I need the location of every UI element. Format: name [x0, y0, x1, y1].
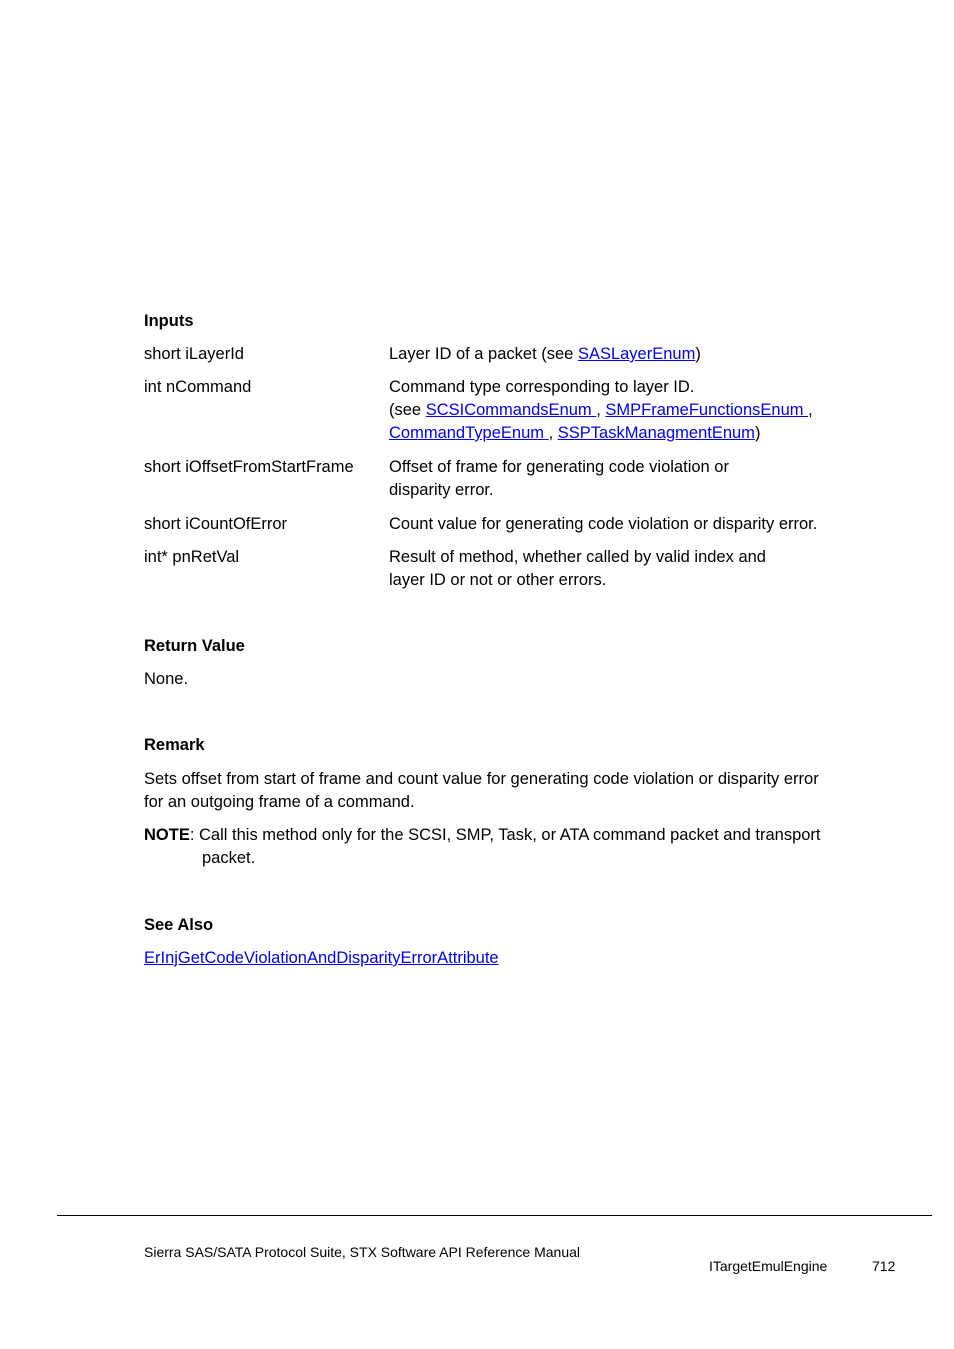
param-desc-text: Layer ID of a packet (see [389, 345, 578, 363]
scsicommandsenum-link[interactable]: SCSICommandsEnum [425, 401, 597, 419]
saslayerenum-link[interactable]: SASLayerEnum [577, 345, 696, 363]
param-desc-pnretval [389, 546, 889, 592]
param-name-ilayerid: short iLayerId [144, 345, 244, 363]
param-desc-ilayerid [389, 343, 889, 366]
param-desc-ioffsetfromstartframe [389, 456, 889, 502]
remark-text [144, 768, 904, 814]
note-line-continued: packet. [202, 849, 256, 867]
param-desc-line: Result of method, whether called by valid index and [389, 548, 766, 566]
see-also-heading: See Also [144, 916, 214, 934]
remark-line: Sets offset from start of frame and count value for generating code violation or disparity error [144, 770, 819, 788]
remark-line: for an outgoing frame of a command. [144, 793, 415, 811]
footer-divider [57, 1215, 932, 1216]
param-desc-line: layer ID or not or other errors. [389, 571, 607, 589]
footer-section: ITargetEmulEngine [709, 1258, 828, 1274]
note [144, 824, 904, 870]
param-desc-close: ) [695, 345, 701, 363]
param-name-pnretval: int* pnRetVal [144, 548, 240, 566]
footer-page-number: 712 [872, 1258, 896, 1274]
param-name-icountoferror: short iCountOfError [144, 515, 288, 533]
note-label: NOTE [144, 826, 190, 844]
param-desc-links-line [389, 399, 889, 422]
ssptaskmanagmentenum-link[interactable]: SSPTaskManagmentEnum [557, 424, 755, 442]
see-also-link[interactable]: ErInjGetCodeViolationAndDisparityErrorAttribute [144, 949, 499, 967]
param-desc-links-line [389, 422, 889, 445]
param-name-ncommand: int nCommand [144, 378, 252, 396]
param-desc-line: Offset of frame for generating code violation or [389, 458, 729, 476]
separator: , [548, 424, 558, 442]
param-desc-line: Command type corresponding to layer ID. [389, 378, 695, 396]
param-desc-icountoferror: Count value for generating code violation or disparity error. [389, 515, 818, 533]
return-value-heading: Return Value [144, 637, 245, 655]
see-prefix: (see [389, 401, 426, 419]
note-text: : Call this method only for the SCSI, SMP, Task, or ATA command packet and transport [189, 826, 821, 844]
param-name-ioffsetfromstartframe: short iOffsetFromStartFrame [144, 458, 354, 476]
commandtypeenum-link[interactable]: CommandTypeEnum [389, 424, 549, 442]
separator: , [808, 401, 813, 419]
param-desc-line: disparity error. [389, 481, 494, 499]
remark-heading: Remark [144, 736, 205, 754]
inputs-heading: Inputs [144, 312, 194, 330]
close-paren: ) [754, 424, 761, 442]
param-desc-ncommand [389, 376, 889, 445]
return-value-text: None. [144, 670, 189, 688]
smpframefunctionsenum-link[interactable]: SMPFrameFunctionsEnum [605, 401, 809, 419]
separator: , [596, 401, 606, 419]
note-line [144, 824, 904, 847]
footer-manual-title: Sierra SAS/SATA Protocol Suite, STX Software API Reference Manual [144, 1244, 581, 1260]
